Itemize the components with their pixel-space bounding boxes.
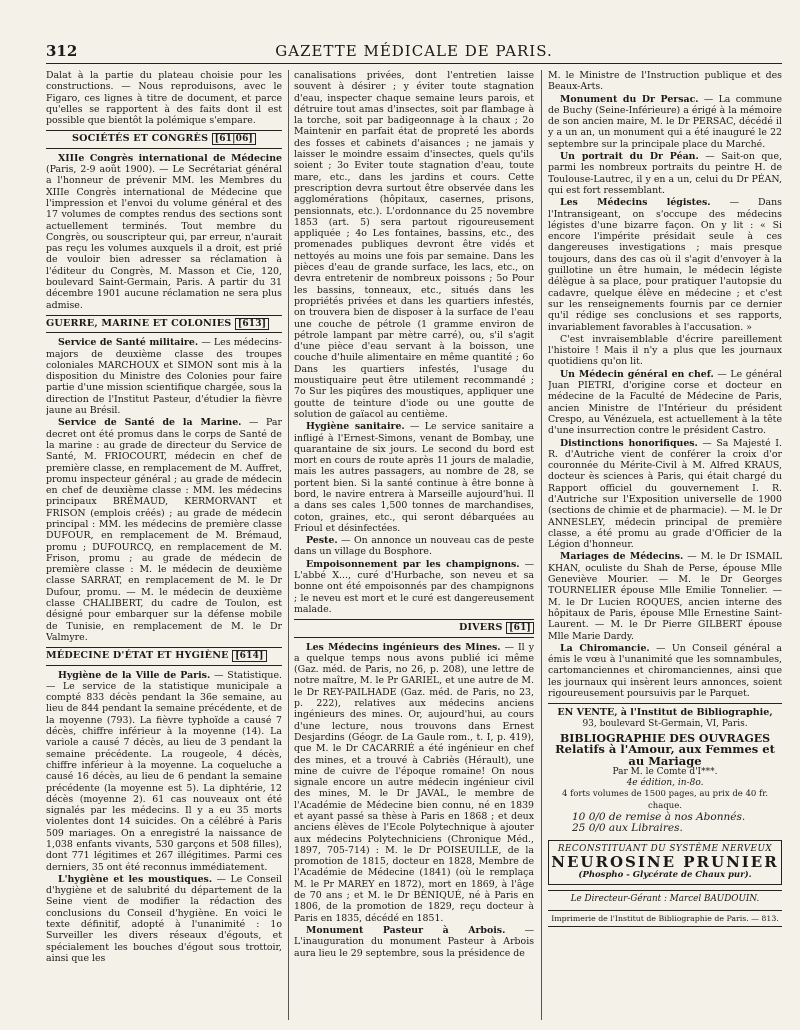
section-title: GUERRE, MARINE ET COLONIES (46, 317, 232, 329)
section-medecine-etat (46, 647, 282, 665)
article-heading: L'hygiène et les moustiques. (58, 873, 213, 885)
page-header (46, 40, 782, 64)
article-body: — Un Conseil général a émis le vœu à l'unanimité que les somnambules, cartomanciennes et chiromanciennes, ainsi que les journaux qui insèrent leurs annonces, soient rigoureusement poursuivis par le Parquet. (548, 642, 782, 700)
article-legistes-comment: C'est invraisemblable d'écrire pareillement l'histoire ! Mais il n'y a plus que les journaux quotidiens qu'on lit. (548, 333, 782, 368)
article-heading: Distinctions honorifiques. (560, 437, 698, 449)
article-body: — La commune de Buchy (Seine-Inférieure) a érigé à la mémoire de son ancien maire, M. le Dr PERSAC, décédé il y a un an, un monument qui a été inauguré le 22 septembre sur la principale place du Marché. (548, 93, 782, 150)
column-3 (548, 70, 782, 1020)
article-heading: Hygiène de la Ville de Paris. (58, 669, 211, 681)
ad-volumes: 4 forts volumes de 1500 pages, au prix de 40 fr. chaque. (561, 789, 769, 811)
column-2 (294, 70, 534, 1020)
intro-paragraph: Dalat à la partie du plateau choisie pour les constructions. — Nous reproduisons, avec le Figaro, ces lignes à titre de document, et parce qu'elles se rapportent à des faits dont il est possible que bientôt la polémique s'empare. (46, 70, 282, 127)
column-divider-2 (541, 70, 542, 1020)
ad-line: EN VENTE, à l'Institut de Bibliographie, (557, 707, 773, 719)
article-heading: Les Médecins ingénieurs des Mines. (306, 641, 501, 653)
article-heading: Empoisonnement par les champignons. (306, 558, 520, 570)
article-sante-militaire (46, 337, 282, 416)
ad-address: 93, boulevard St-Germain, VI, Paris. (582, 718, 748, 729)
article-distinctions (548, 438, 782, 551)
article-pean (548, 151, 782, 196)
ad-remise-libraires: 25 0/0 aux Libraires. (572, 822, 683, 835)
section-title: SOCIÉTÉS ET CONGRÈS (72, 133, 209, 145)
article-heading: La Chiromancie. (560, 642, 650, 654)
article-chiromancie (548, 643, 782, 699)
article-pasteur-continued: M. le Ministre de l'Instruction publique et des Beaux-Arts. (548, 70, 782, 93)
article-heading: Service de Santé de la Marine. (58, 417, 242, 429)
article-heading: Monument du Dr Persac. (560, 93, 699, 105)
article-mariages (548, 551, 782, 641)
article-heading: Les Médecins légistes. (560, 197, 711, 209)
article-hygiene-sanitaire (294, 421, 534, 534)
article-body: — Par decret ont été promus dans le corps de Santé de la marine : au grade de directeur du Service de Santé, M. FRIOCOURT, médecin en chef de première classe, en remplacement de M. Auffret, promu inspecteur général ; au grade de médecin en chef de deuxième classe : MM. les médecins principaux BRÉMAUD, KERMORVANT et FRISON (emplois créés) ; au grade de médecin principal : MM. les médecins de première classe DUFOUR, en remplacement de M. Brémaud, promu ; DUFOURCQ, en remplacement de M. Frison, promu ; au grade de médecin de première classe : M. le médecin de deuxième classe SARRAT, en remplacement de M. le Dr Dufour, promu. — M. le médecin de deuxième classe CHALIBERT, du cadre de Toulon, est désigné pour embarquer sur la défense mobile de Tunisie, en remplacement de M. le Dr Valmyre. (46, 417, 282, 643)
article-body: — Les médecins-majors de deuxième classe des troupes coloniales MARCHOUX et SIMON sont mis à la disposition du Ministre des Colonies pour faire partie d'une mission scientifique chargée, sous la direction de l'Institut Pasteur, d'étudier la fièvre jaune au Brésil. (46, 337, 282, 417)
section-title: DIVERS (458, 622, 503, 634)
article-heading: Hygiène sanitaire. (306, 421, 405, 433)
ad-product-name: NEUROSINE PRUNIER (551, 852, 779, 871)
ad-title: BIBLIOGRAPHIE DES OUVRAGES (559, 731, 771, 745)
article-body: — M. le Dr ISMAIL KHAN, oculiste du Shah de Perse, épouse Mlle Geneviève Mourier. — M. le Dr Georges TOURNELIER épouse Mlle Emilie Tonnelier. — M. le Dr Lucien ROQUES, ancien interne des hôpitaux de Paris, épouse Mlle Ernestine Saint-Laurent. — M. le Dr Pierre GILBERT épouse Mlle Marie Dardy. (548, 551, 782, 642)
article-monument-pasteur (294, 925, 534, 959)
ad-product-subtitle: (Phospho - Glycérate de Chaux pur). (578, 870, 752, 881)
section-code: [61] (506, 622, 534, 634)
ad-remise-abonnes: 10 0/0 de remise à nos Abonnés. (572, 811, 746, 823)
ad-tagline: RECONSTITUANT DU SYSTÈME NERVEUX (557, 843, 773, 854)
article-congres (46, 153, 282, 311)
advertisement-neurosine (548, 840, 782, 886)
column-divider-1 (288, 70, 289, 1020)
article-body: — Le général Juan PIETRI, d'origine corse et docteur en médecine de la Faculté de Médecine de Paris, ancien Ministre de l'Intérieur du président Crespo, au Vénézuela, est actuellement à la tête d'une insurrection contre le président Castro. (548, 368, 782, 437)
article-body: — Le Conseil d'hygiène et de salubrité du département de la Seine vient de modifier la rédaction des conclusions du Conseil d'hygiène. En voici le texte définitif, adopté à l'unanimité : 1o Surveiller les divers réseaux d'égouts, et spécialement les bouches d'égout sous trottoir, ainsi que les (46, 873, 282, 964)
article-champignons (294, 559, 534, 615)
article-body: — Sait-on que, parmi les nombreux portraits du peintre H. de Toulouse-Lautrec, il y en a un, celui du Dr PÉAN, qui est fort ressemblant. (548, 151, 782, 196)
section-societes-congres (46, 130, 282, 148)
article-sante-marine (46, 417, 282, 643)
article-hygiene-paris (46, 670, 282, 873)
section-title: MÉDECINE D'ÉTAT ET HYGIÈNE (46, 650, 229, 662)
article-heading: Mariages de Médecins. (560, 551, 684, 563)
article-body: — L'abbé X..., curé d'Hurbache, son neveu et sa bonne ont été empoisonnés par des champignons ; le neveu est mort et le curé est dangereusement malade. (294, 558, 534, 615)
ad-subtitle: Relatifs à l'Amour, aux Femmes et au Mariage (555, 742, 775, 768)
section-code: [61|06] (212, 133, 256, 145)
article-body: — Statistique. — Le service de la statistique municipale a compté 833 décès pendant la 36e semaine, au lieu de 844 pendant la semaine précédente, et de la moyenne (793). La fièvre typhoïde a causé 7 décès, chiffre inférieur à la moyenne (14). La variole a causé 7 décès, au lieu de 3 pendant la semaine précédente. La rougeole, 4 décès, chiffre inférieur à la moyenne. La coqueluche a causé 16 décès, au lieu de 6 pendant la semaine précédente (la moyenne est 5). La diphtérie, 12 décès (moyenne 2). 61 cas nouveaux ont été signalés par les médecins. Il y a eu 35 morts violentes dont 14 suicides. On a célébré à Paris 509 mariages. On a enregistré la naissance de 1,038 enfants vivants, 530 garçons et 508 filles), dont 771 légitimes et 267 illégitimes. Parmi ces derniers, 35 ont été reconnus immédiatement. (46, 669, 282, 873)
article-persac (548, 94, 782, 150)
article-heading: Un Médecin général en chef. (560, 368, 714, 380)
column-1 (46, 70, 282, 1020)
page-number: 312 (46, 42, 78, 60)
article-moustiques-continued: canalisations privées, dont l'entretien laisse souvent à désirer ; y éviter toute stagnation d'eau, inspecter chaque semaine leurs parois, et détruire tout amas d'insectes, soit par flambage à la torche, soit par badigeonnage à la chaux ; 2o Maintenir en parfait état de propreté les abords des fosses et cabinets d'aisances ; ne jamais y laisser le moindre essaim d'insectes, quels qu'ils soient ; 3o Eviter toute stagnation d'eau, toute mare, etc., dans les jardins et cours. Cette prescription devra surtout être observée dans les agglomérations (hôpitaux, casernes, prisons, pensionnats, etc.). L'ordonnance du 25 novembre 1853 (art. 5) sera partout rigoureusement appliquée ; 4o Les fontaines, bassins, etc., des promenades publiques devront être vidés et nettoyés au moins une fois par semaine. Dans les pièces d'eau de grande surface, les lacs, etc., on devra entretenir de nombreux poissons ; 5o Pour les bassins, tonneaux, etc., situés dans les propriétés privées et dans les quartiers infestés, on trouvera bien de disposer à la surface de l'eau une couche de pétrole (1 gramme environ de pétrole lampant par mètre carré), ou, s'il s'agit d'une pièce d'eau servant à la boisson, une couche d'huile alimentaire en même quantité ; 6o Dans les quartiers infestés, l'usage du moustiquaire peut être utilement recommandé ; 7o Sur les piqûres des moustiques, appliquer une goutte de teinture d'iode ou une goutte de solution de gaïacol au centième. (294, 70, 534, 420)
article-body: — L'inauguration du monument Pasteur à Arbois aura lieu le 29 septembre, sous la présidence de (294, 924, 534, 959)
section-code: [614] (232, 650, 266, 662)
ad-author: Par M. le Comte d'I***. (612, 766, 718, 777)
printer-line: Imprimerie de l'Institut de Bibliographie de Paris. — 813. (548, 910, 782, 927)
article-heading: Service de Santé militaire. (58, 337, 199, 349)
article-legistes (548, 197, 782, 333)
article-body: — Sa Majesté I. R. d'Autriche vient de conférer la croix d'or couronnée du Mérite-Civil à M. Alfred KRAUS, docteur ès sciences à Paris, qui était chargé du Rapport officiel du gouvernement I. R. d'Autriche sur l'Exposition universelle de 1900 (sections de chimie et de pharmacie). — M. le Dr ANNESLEY, médecin principal de première classe, a été promu au grade d'Officier de la Légion d'honneur. (548, 437, 782, 551)
director-line: Le Directeur-Gérant : Marcel BAUDOUIN. (548, 890, 782, 905)
article-body: — Dans l'Intransigeant, on s'occupe des médecins légistes d'une bizarre façon. On y lit : « Si encore l'impérite présidait seule à ces dangereuses investigations ; mais presque toujours, dans des cas où il s'agit d'envoyer à la guillotine un être humain, le médecin légiste délègue à sa place, pour pratiquer l'autopsie du cadavre, quelque élève en médecine ; et c'est sur les renseignements fournis par ce dernier qu'il rédige ses conclusions et ses rapports, invariablement favorables à l'accusation. » (548, 197, 782, 333)
advertisement-bibliographie (548, 703, 782, 834)
article-body: — Il y a quelque temps nous avons publié ici même (Gaz. méd. de Paris, no 26, p. 208), une lettre de notre maître, M. le Pr GARIEL, et une autre de M. le Dr REY-PAILHADE (Gaz. méd. de Paris, no 23, p. 222), relatives aux médecins anciens ingénieurs des mines. Or, aujourd'hui, au cours d'une lecture, nous trouvons dans Ernest Desjardins (Géogr. de La Gaule rom., t. I, p. 419), que M. le Dr CACARRIÉ a été ingénieur en chef des mines, et a trouvé à Cabriès (Hérault), une mine de cuivre de l'époque romaine! On nous signale encore un autre médecin ingénieur civil des mines, M. le Dr JAVAL, le membre de l'Académie de Médecine bien connu, né en 1839 et ayant passé sa thèse à Paris en 1868 ; et deux anciens élèves de l'Ecole Polytechnique à ajouter aux médecins Polytechniciens (Chronique Méd., 1897, 705-714) : M. le Dr POISEUILLE, de la promotion de 1815, docteur en 1828, Membre de l'Académie de Médecine (1841) (où le remplaça M. le Pr MAREY en 1872), mort en 1869, à l'âge de 70 ans ; et M. le Dr BÉNIQUÉ, né à Paris en 1806, de la promotion de 1829, reçu docteur à Paris en 1835, décédé en 1851. (294, 641, 534, 924)
section-code: [613] (235, 318, 269, 330)
article-moustiques (46, 874, 282, 964)
article-heading: Peste. (306, 535, 338, 547)
article-heading: Monument Pasteur à Arbois. (306, 924, 506, 936)
article-medecin-general (548, 369, 782, 437)
article-heading: Un portrait du Dr Péan. (560, 151, 699, 163)
article-body: — Le service sanitaire a infligé à l'Ernest-Simons, venant de Bombay, une quarantaine de six jours. Le second du bord est mort en cours de route après 11 jours de maladie, mais les autres passagers, au nombre de 28, se portent bien. Si la santé continue à être bonne à bord, le navire entrera à Marseille aujourd'hui. Il a dans ses cales 1,500 tonnes de marchandises, coton, graines, etc., qui seront débarquées au Frioul et désinfectées. (294, 421, 534, 534)
section-guerre-marine (46, 315, 282, 333)
article-body: (Paris, 2-9 août 1900). — Le Secrétariat général a l'honneur de prévenir MM. les Membres du XIIIe Congrès international de Médecine que l'impression et l'envoi du volume général et des 17 volumes de comptes rendus des sections sont actuellement terminés. Tout membre du Congrès, ou souscripteur qui, par erreur, n'aurait pas reçu les volumes auxquels il a droit, est prié de vouloir bien adresser sa réclamation à l'éditeur du Congrès, M. Masson et Cie, 120, boulevard Saint-Germain, Paris. A partir du 31 décembre 1901 aucune réclamation ne sera plus admise. (46, 164, 282, 311)
section-divers (294, 619, 534, 637)
article-ingenieurs-mines (294, 642, 534, 924)
article-heading: XIIIe Congrès international de Médecine (58, 152, 282, 164)
journal-title: GAZETTE MÉDICALE DE PARIS. (275, 42, 553, 60)
ad-edition: 4e édition, in-8o. (626, 778, 704, 789)
article-body: — On annonce un nouveau cas de peste dans un village du Bosphore. (294, 535, 534, 558)
article-peste (294, 535, 534, 558)
